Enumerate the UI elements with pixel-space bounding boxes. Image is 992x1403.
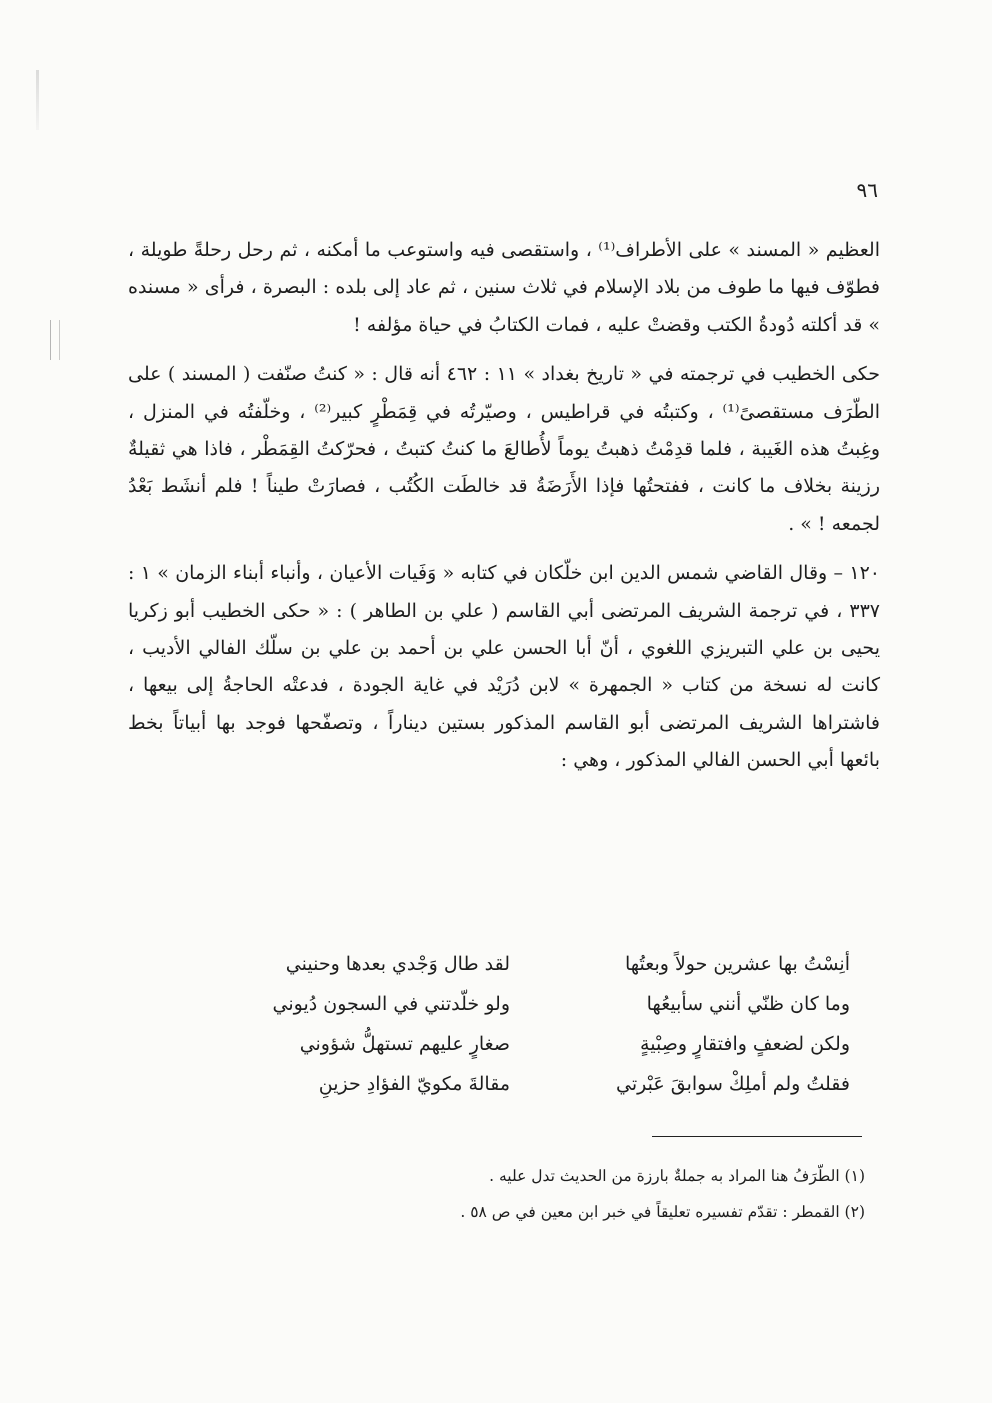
footnotes [330,1158,865,1230]
margin-bracket-mark [50,320,60,360]
footnote: (١) الطّرَفُ هنا المراد به جملةٌ بارزة من الحديث تدل عليه . [489,1167,865,1185]
paragraph: حكى الخطيب في ترجمته في « تاريخ بغداد » ١١ : ٤٦٢ أنه قال : « كنتُ صنّفت ( المسند ) على الطّرَف مستقصىً⁽¹⁾ ، وكتبتُه في قراطيس ، وصيّرتُه في قِمَطْرٍ كبير⁽²⁾ ، وخلّفتُه في المنزل ، وغِبتُ هذه الغَيبة ، فلما قدِمْتُ ذهبتُ يوماً لأُطالعَ ما كنتُ كتبتُ ، فحرّكتُ القِمَطْر ، فاذا هي ثقيلةٌ رزينة بخلاف ما كانت ، ففتحتُها فإذا الأَرَضَةُ قد خالطَت الكُتُب ، فصارَتْ طيناً ! فلم أنشَط بَعْدُ لجمعه ! » . [128,363,881,535]
verse-second-hemistich: مقالةَ مكويّ الفؤادِ حزينِ [318,1073,510,1095]
poem-verses [210,944,850,1104]
body-text [128,232,880,780]
verse-line [210,984,850,1024]
verse-first-hemistich: أنِسْتُ بها عشرين حولاً وبعتُها [625,953,850,975]
verse-second-hemistich: لقد طال وَجْدي بعدها وحنيني [285,953,510,975]
paragraph: العظيم « المسند » على الأطراف⁽¹⁾ ، واستقصى فيه واستوعب ما أمكنه ، ثم رحل رحلةً طويلة ، فطوّف فيها ما طوف من بلاد الإسلام في ثلاث سنين ، ثم عاد إلى بلده : البصرة ، فرأى « مسنده » قد أكلته دُودةُ الكتب وقضتْ عليه ، فمات الكتابُ في حياة مؤلفه ! [128,239,880,336]
verse-first-hemistich: فقلتُ ولم أملِكْ سوابقَ عَبْرتي [616,1073,850,1095]
verse-line [210,944,850,984]
footnote: (٢) القمطر : تقدّم تفسيره تعليقاً في خبر ابن معين في ص ٥٨ . [460,1203,865,1221]
paragraph: ١٢٠ – وقال القاضي شمس الدين ابن خلّكان في كتابه « وَفَيات الأعيان ، وأنباء أبناء الزمان » ١ : ٣٣٧ ، في ترجمة الشريف المرتضى أبي القاسم ( علي بن الطاهر ) : « حكى الخطيب أبو زكريا يحيى بن علي التبريزي اللغوي ، أنّ أبا الحسن علي بن أحمد بن علي بن سلّك الفالي الأديب ، كانت له نسخة من كتاب « الجمهرة » لابن دُرَيْد في غاية الجودة ، فدعتْه الحاجةُ إلى بيعها ، فاشتراها الشريف المرتضى أبو القاسم المذكور بستين ديناراً ، وتصفّحها فوجد بها أبياتاً بخط بائعها أبي الحسن الفالي المذكور ، وهي : [128,562,880,772]
footnote-divider [652,1136,862,1137]
page-number: ٩٦ [856,178,878,202]
verse-line [210,1064,850,1104]
verse-second-hemistich: صغارٍ عليهم تستهلُّ شؤوني [299,1033,510,1055]
margin-speck [36,70,39,130]
verse-second-hemistich: ولو خلّدتني في السجون دُيوني [272,993,510,1015]
verse-first-hemistich: ولكن لضعفٍ وافتقارٍ وصِبْيةٍ [640,1033,850,1055]
verse-line [210,1024,850,1064]
verse-first-hemistich: وما كان ظنّي أنني سأبيعُها [646,993,850,1015]
